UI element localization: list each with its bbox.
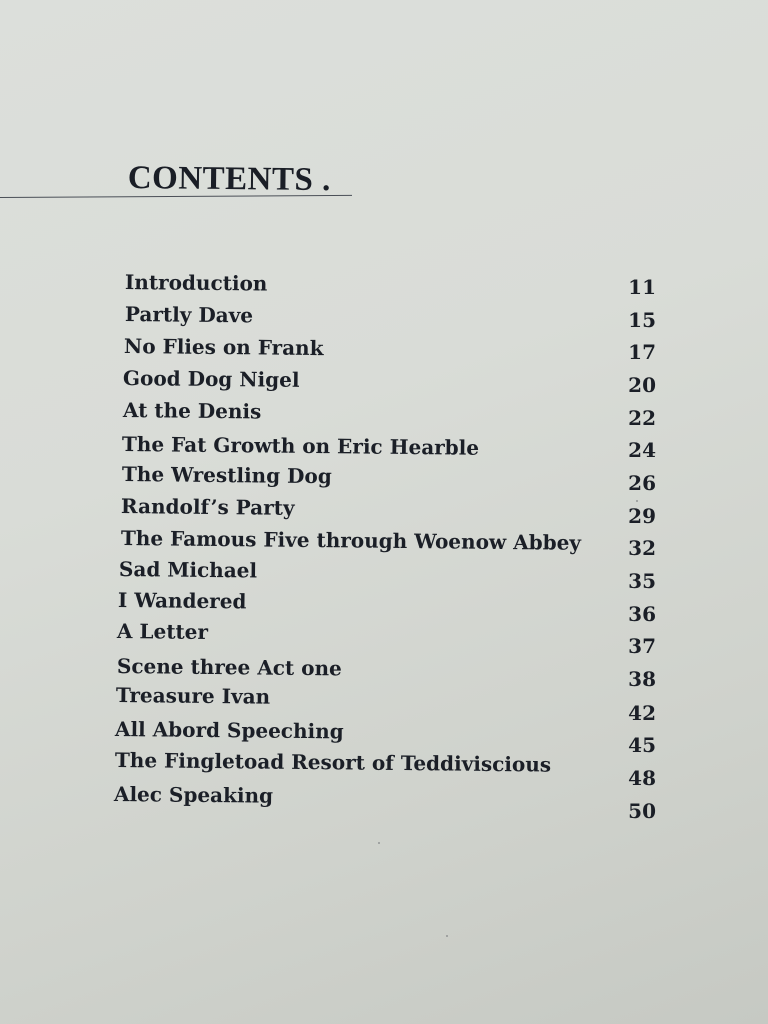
toc-entry-title: I Wandered xyxy=(117,588,247,614)
toc-entry-page: 37 xyxy=(628,634,656,658)
toc-entry-title: Introduction xyxy=(124,270,268,296)
toc-entry-page: 15 xyxy=(628,308,656,332)
toc-entry-page: 24 xyxy=(628,438,656,462)
contents-heading: CONTENTS . xyxy=(127,160,332,199)
toc-entry-page: 32 xyxy=(628,536,656,560)
toc-entry-page: 11 xyxy=(628,275,656,299)
toc-entry-page: 48 xyxy=(628,766,656,790)
toc-entry-page: 29 xyxy=(628,504,656,528)
toc-entry-page: 20 xyxy=(628,373,656,397)
toc-entry-title: Alec Speaking xyxy=(113,782,274,808)
toc-entry-title: Randolf’s Party xyxy=(120,494,295,520)
toc-entry-page: 17 xyxy=(628,340,656,364)
toc-entry-page: 36 xyxy=(628,602,656,626)
toc-entry-title: Scene three Act one xyxy=(116,654,342,681)
toc-entry-page: 45 xyxy=(628,733,656,757)
toc-entry-page: 35 xyxy=(628,569,656,593)
toc-entry-title: A Letter xyxy=(116,619,209,644)
toc-entry-page: 38 xyxy=(628,667,656,691)
toc-entry-page: 22 xyxy=(628,406,656,430)
toc-entry-title: Sad Michael xyxy=(118,557,258,583)
toc-entry-title: No Flies on Frank xyxy=(123,334,324,361)
toc-entry-title: Partly Dave xyxy=(124,302,254,328)
paper-speck xyxy=(636,500,638,502)
toc-entry-page: 50 xyxy=(628,799,656,823)
toc-entry-page: 42 xyxy=(628,701,656,725)
paper-speck xyxy=(446,935,448,937)
toc-entry-title: The Wrestling Dog xyxy=(121,462,332,489)
toc-entry-title: Treasure Ivan xyxy=(115,683,271,709)
toc-entry-title: At the Denis xyxy=(122,398,262,424)
toc-entry-page: 26 xyxy=(628,471,656,495)
toc-entry-title: The Fat Growth on Eric Hearble xyxy=(121,432,480,460)
paper-speck xyxy=(378,842,380,844)
toc-entry-title: The Famous Five through Woenow Abbey xyxy=(120,526,582,555)
toc-entry-title: All Abord Speeching xyxy=(114,717,344,744)
toc-entry-title: Good Dog Nigel xyxy=(122,366,300,392)
toc-entry-title: The Fingletoad Resort of Teddiviscious xyxy=(114,748,552,777)
